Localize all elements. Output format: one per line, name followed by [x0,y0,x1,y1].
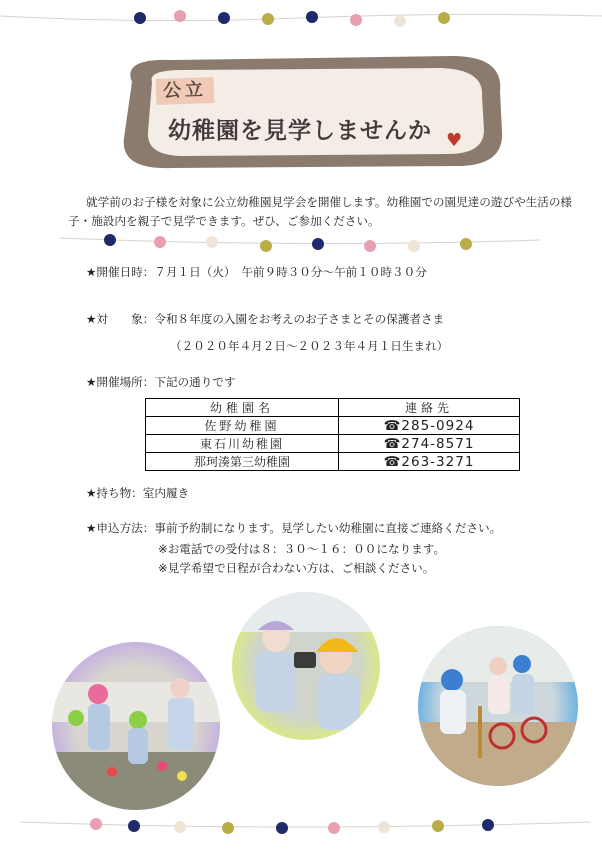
apply-note-1: ※お電話での受付は８：３０～１６：００になります。 [158,542,446,556]
event-target: ★対 象：令和８年度の入園をお考えのお子さまとその保護者さま [86,312,445,326]
event-date: ★開催日時：７月１日（火） 午前９時３０分～午前１０時３０分 [86,265,427,279]
school-table [145,398,520,471]
public-tag: 公立 [156,77,215,105]
event-apply: ★申込方法：事前予約制になります。見学したい幼稚園に直接ご連絡ください。 [86,521,502,535]
school-phone: ☎285-0924 [339,417,520,435]
event-target-note: （２０２０年４月２日～２０２３年４月１日生まれ） [170,339,449,353]
title-banner [112,52,504,170]
col-header-name: 幼稚園名 [146,399,339,417]
school-name: 那珂湊第三幼稚園 [146,453,339,471]
school-name: 佐野幼稚園 [146,417,339,435]
intro-text: 就学前のお子様を対象に公立幼稚園見学会を開催します。幼稚園での園児達の遊びや生活の様子・施設内を親子で見学できます。ぜひ、ご参加ください。 [68,195,573,228]
middle-garland [0,228,602,258]
photo-children-bikes [418,626,578,786]
school-phone: ☎274-8571 [339,435,520,453]
event-items: ★持ち物：室内履き [86,486,190,500]
table-header-row [146,399,520,417]
school-name: 東石川幼稚園 [146,435,339,453]
table-row [146,453,520,471]
school-phone: ☎263-3271 [339,453,520,471]
bottom-garland [0,810,602,840]
page-title: 幼稚園を見学しませんか [168,118,432,144]
photo-children-flowers [52,642,220,810]
col-header-contact: 連絡先 [339,399,520,417]
photo-children-device [232,592,380,740]
heart-icon: ♥ [446,130,463,151]
event-venue: ★開催場所：下記の通りです [86,375,236,389]
top-garland [0,2,602,32]
apply-note-2: ※見学希望で日程が合わない方は、ご相談ください。 [158,561,435,575]
table-row [146,417,520,435]
table-row [146,435,520,453]
